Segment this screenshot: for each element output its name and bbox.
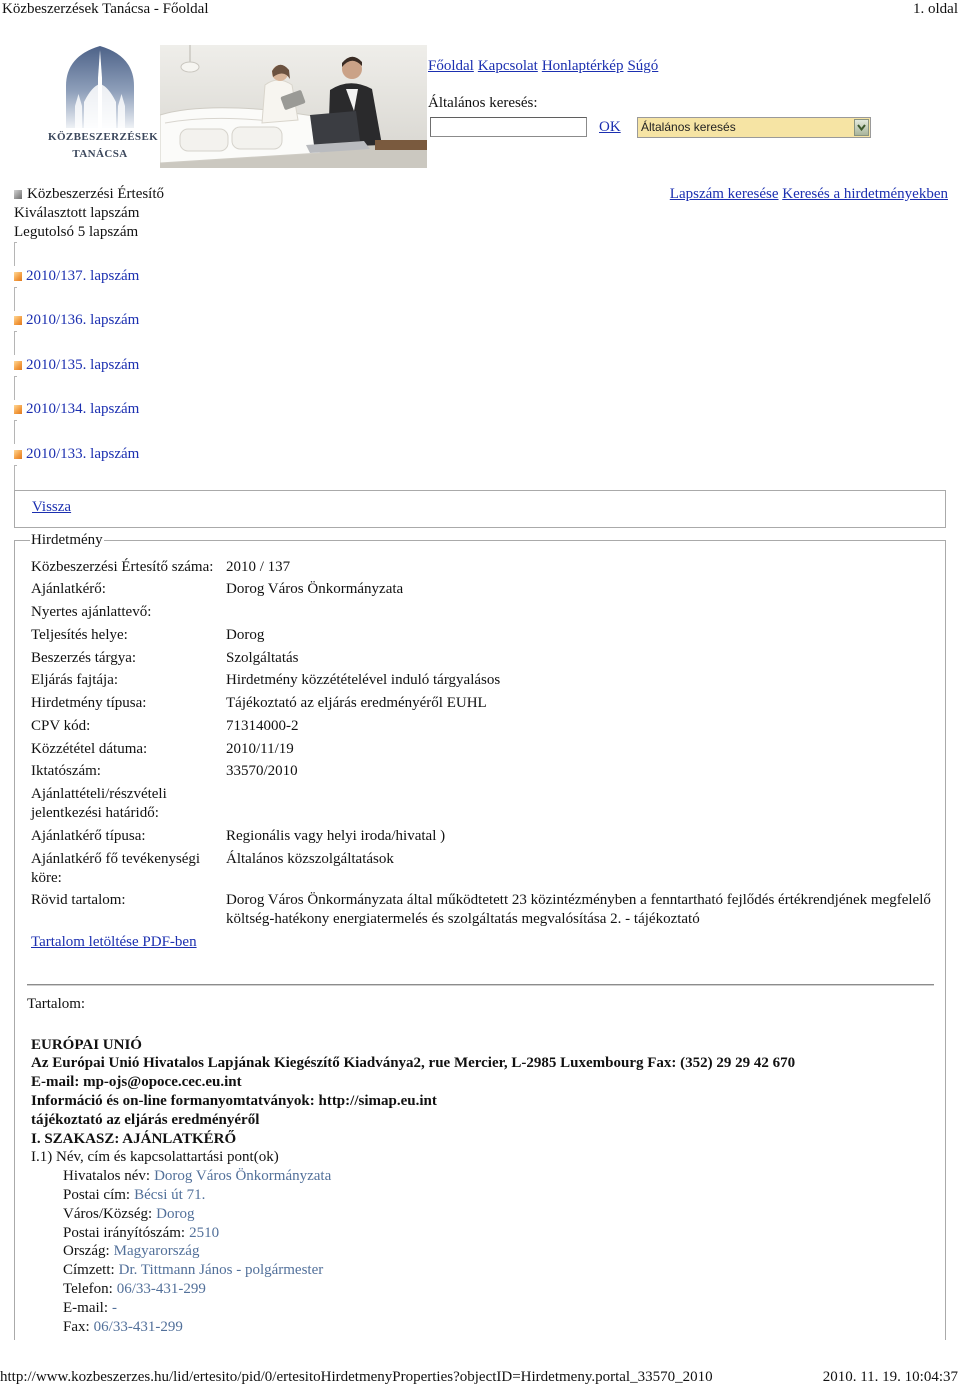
search-label: Általános keresés: — [428, 94, 538, 111]
issue-link[interactable]: 2010/136. lapszám — [26, 312, 140, 328]
table-row — [31, 669, 931, 692]
field-value: Általános közszolgáltatások — [226, 850, 394, 867]
print-footer-datetime: 2010. 11. 19. 10:04:37 — [822, 1368, 958, 1385]
field-value: Dorog Város Önkormányzata — [226, 581, 404, 598]
contact-row — [31, 1299, 795, 1318]
contact-row — [31, 1280, 795, 1299]
field-label: Ajánlatkérő típusa: — [31, 827, 146, 844]
contact-value: 06/33-431-299 — [116, 1280, 206, 1297]
field-label: Ajánlattételi/részvételi jelentkezési határidő: — [31, 786, 167, 821]
print-header-title: Közbeszerzések Tanácsa - Főoldal — [2, 1, 209, 17]
nav-link-sitemap[interactable]: Honlaptérkép — [541, 57, 624, 74]
contact-label: Postai irányítószám: — [63, 1224, 186, 1241]
orange-square-bullet-icon — [14, 361, 22, 370]
notice-details-table — [31, 556, 931, 954]
table-row — [31, 760, 931, 783]
field-label: Teljesítés helye: — [31, 626, 128, 643]
search-scope-value: Általános keresés — [641, 120, 736, 134]
dome-spire-icon — [48, 44, 152, 128]
contact-label: E-mail: — [63, 1299, 108, 1316]
logo-text-line1: KÖZBESZERZÉSEK — [48, 130, 159, 143]
field-label: Közbeszerzési Értesítő száma: — [31, 558, 214, 575]
list-item[interactable] — [14, 445, 139, 464]
search-ok-button[interactable]: OK — [599, 118, 621, 135]
table-row — [31, 738, 931, 761]
issue-search-link[interactable]: Lapszám keresése — [669, 186, 779, 202]
contact-label: Ország: — [63, 1243, 110, 1260]
field-value: Regionális vagy helyi iroda/hivatal ) — [226, 827, 446, 844]
content-heading: EURÓPAI UNIÓ — [31, 1036, 142, 1053]
table-row — [31, 825, 931, 848]
table-row — [31, 931, 931, 954]
contact-label: Hivatalos név: — [63, 1168, 151, 1185]
table-row — [31, 556, 931, 579]
contact-value: Magyarország — [113, 1243, 200, 1260]
contact-label: Telefon: — [63, 1280, 113, 1297]
content-section-title: I. SZAKASZ: AJÁNLATKÉRŐ — [31, 1130, 237, 1147]
content-info-line: Információ és on-line formanyomtatványok: http://simap.eu.int — [31, 1092, 437, 1109]
contact-value: 06/33-431-299 — [93, 1318, 183, 1335]
table-row — [31, 578, 931, 601]
notice-content — [31, 1036, 795, 1337]
image-placeholder-line — [14, 242, 17, 266]
nav-link-help[interactable]: Súgó — [627, 57, 659, 74]
field-value: Szolgáltatás — [226, 649, 299, 666]
nav-link-home[interactable]: Főoldal — [428, 57, 474, 74]
field-value: 2010 / 137 — [226, 558, 291, 575]
field-value — [226, 783, 931, 825]
contact-row — [31, 1167, 795, 1186]
image-placeholder-line — [14, 465, 17, 491]
issue-link[interactable]: 2010/135. lapszám — [26, 356, 140, 373]
contact-value: - — [112, 1299, 117, 1316]
image-placeholder-line — [14, 376, 17, 400]
field-label: Ajánlatkérő fő tevékenységi köre: — [31, 850, 201, 886]
orange-square-bullet-icon — [14, 405, 22, 414]
list-item[interactable] — [14, 311, 139, 330]
field-value — [226, 601, 931, 624]
chevron-down-icon[interactable] — [854, 119, 869, 136]
contact-label: Város/Község: — [63, 1205, 153, 1222]
field-value: 33570/2010 — [226, 763, 298, 780]
issue-link[interactable]: 2010/137. lapszám — [26, 267, 140, 284]
nav-link-contact[interactable]: Kapcsolat — [477, 57, 538, 74]
table-row — [31, 848, 931, 890]
field-label: Eljárás fajtája: — [31, 672, 119, 689]
sidebar-item-latest-issues[interactable]: Legutolsó 5 lapszám — [14, 223, 139, 240]
contact-label: Címzett: — [63, 1262, 115, 1279]
field-label: Ajánlatkérő: — [31, 581, 106, 598]
field-label: Iktatószám: — [31, 763, 101, 780]
orange-square-bullet-icon — [14, 272, 22, 281]
image-placeholder-line — [14, 287, 17, 311]
pdf-link-cell — [31, 931, 931, 954]
sidebar-section-ertesito[interactable] — [14, 185, 164, 204]
contact-value: Dorog — [156, 1205, 195, 1222]
image-placeholder-line — [14, 420, 17, 444]
field-value: Dorog Város Önkormányzata által működtetett 23 közintézményben a fenntartható fejlődés értékrendjének megfelelő költség-hatékony energiatermelés és szolgáltatás megvalósítása 2. - tájékoztató — [226, 892, 931, 928]
site-logo — [48, 44, 159, 166]
field-label: Közzététel dátuma: — [31, 740, 148, 757]
print-page-number: 1. oldal — [913, 1, 958, 17]
logo-text-line2: TANÁCSA — [72, 147, 128, 160]
sidebar-section-title: Közbeszerzési Értesítő — [27, 186, 165, 202]
content-notice-type: tájékoztató az eljárás eredményéről — [31, 1111, 260, 1128]
contact-value: 2510 — [189, 1224, 220, 1241]
list-item[interactable] — [14, 267, 139, 286]
table-row — [31, 715, 931, 738]
list-item[interactable] — [14, 400, 139, 419]
contact-value: Bécsi út 71. — [134, 1186, 206, 1203]
contact-value: Dr. Tittmann János - polgármester — [118, 1262, 324, 1279]
search-scope-select[interactable] — [637, 117, 871, 138]
content-subsection: I.1) Név, cím és kapcsolattartási pont(ok) — [31, 1149, 279, 1166]
table-row — [31, 601, 931, 624]
contact-label: Postai cím: — [63, 1186, 131, 1203]
table-row — [31, 647, 931, 670]
field-label: Nyertes ajánlattevő: — [31, 604, 152, 620]
field-label: CPV kód: — [31, 717, 91, 734]
search-links — [670, 185, 948, 204]
issue-link[interactable]: 2010/133. lapszám — [26, 445, 140, 462]
contact-row — [31, 1242, 795, 1261]
list-item[interactable] — [14, 356, 139, 375]
field-value: Tájékoztató az eljárás eredményéről EUHL — [226, 695, 487, 711]
field-label: Hirdetmény típusa: — [31, 695, 147, 711]
print-footer-url: http://www.kozbeszerzes.hu/lid/ertesito/pid/0/ertesitoHirdetmenyProperties?objectID=Hirdetmeny.portal_33570_2010 — [0, 1368, 713, 1385]
orange-square-bullet-icon — [14, 450, 22, 459]
contact-value: Dorog Város Önkormányzata — [154, 1168, 332, 1185]
contact-row — [31, 1261, 795, 1280]
content-label: Tartalom: — [27, 995, 86, 1012]
field-value: 71314000-2 — [226, 717, 299, 734]
content-publisher-line: Az Európai Unió Hivatalos Lapjának Kiegészítő Kiadványa2, rue Mercier, L-2985 Luxembourg Fax: (352) 29 29 42 670 — [31, 1055, 796, 1072]
contact-label: Fax: — [63, 1318, 90, 1335]
issue-link[interactable]: 2010/134. lapszám — [26, 401, 140, 417]
contact-row — [31, 1186, 795, 1205]
notice-legend: Hirdetmény — [31, 531, 103, 548]
square-bullet-icon — [14, 190, 22, 199]
orange-square-bullet-icon — [14, 316, 22, 325]
field-label: Beszerzés tárgya: — [31, 649, 137, 666]
field-value: 2010/11/19 — [226, 740, 294, 757]
header-photo — [160, 45, 427, 168]
back-bar — [14, 490, 946, 528]
image-placeholder-line — [14, 331, 17, 355]
back-link[interactable]: Vissza — [32, 498, 72, 515]
table-row — [31, 783, 931, 825]
contact-row — [31, 1224, 795, 1243]
field-label: Rövid tartalom: — [31, 892, 126, 909]
table-row — [31, 624, 931, 647]
field-value: Dorog — [226, 626, 265, 643]
content-email-line: E-mail: mp-ojs@opoce.cec.eu.int — [31, 1074, 242, 1091]
search-input[interactable] — [430, 117, 587, 137]
contact-row — [31, 1205, 795, 1224]
table-row — [31, 692, 931, 715]
field-value: Hirdetmény közzétételével induló tárgyalásos — [226, 672, 501, 689]
contact-row — [31, 1318, 795, 1337]
content-separator — [27, 984, 934, 986]
table-row — [31, 889, 931, 931]
notice-search-link[interactable]: Keresés a hirdetményekben — [782, 186, 948, 202]
pdf-download-link[interactable]: Tartalom letöltése PDF-ben — [31, 934, 197, 950]
top-nav — [428, 57, 662, 76]
sidebar-item-selected-issue[interactable]: Kiválasztott lapszám — [14, 205, 140, 221]
